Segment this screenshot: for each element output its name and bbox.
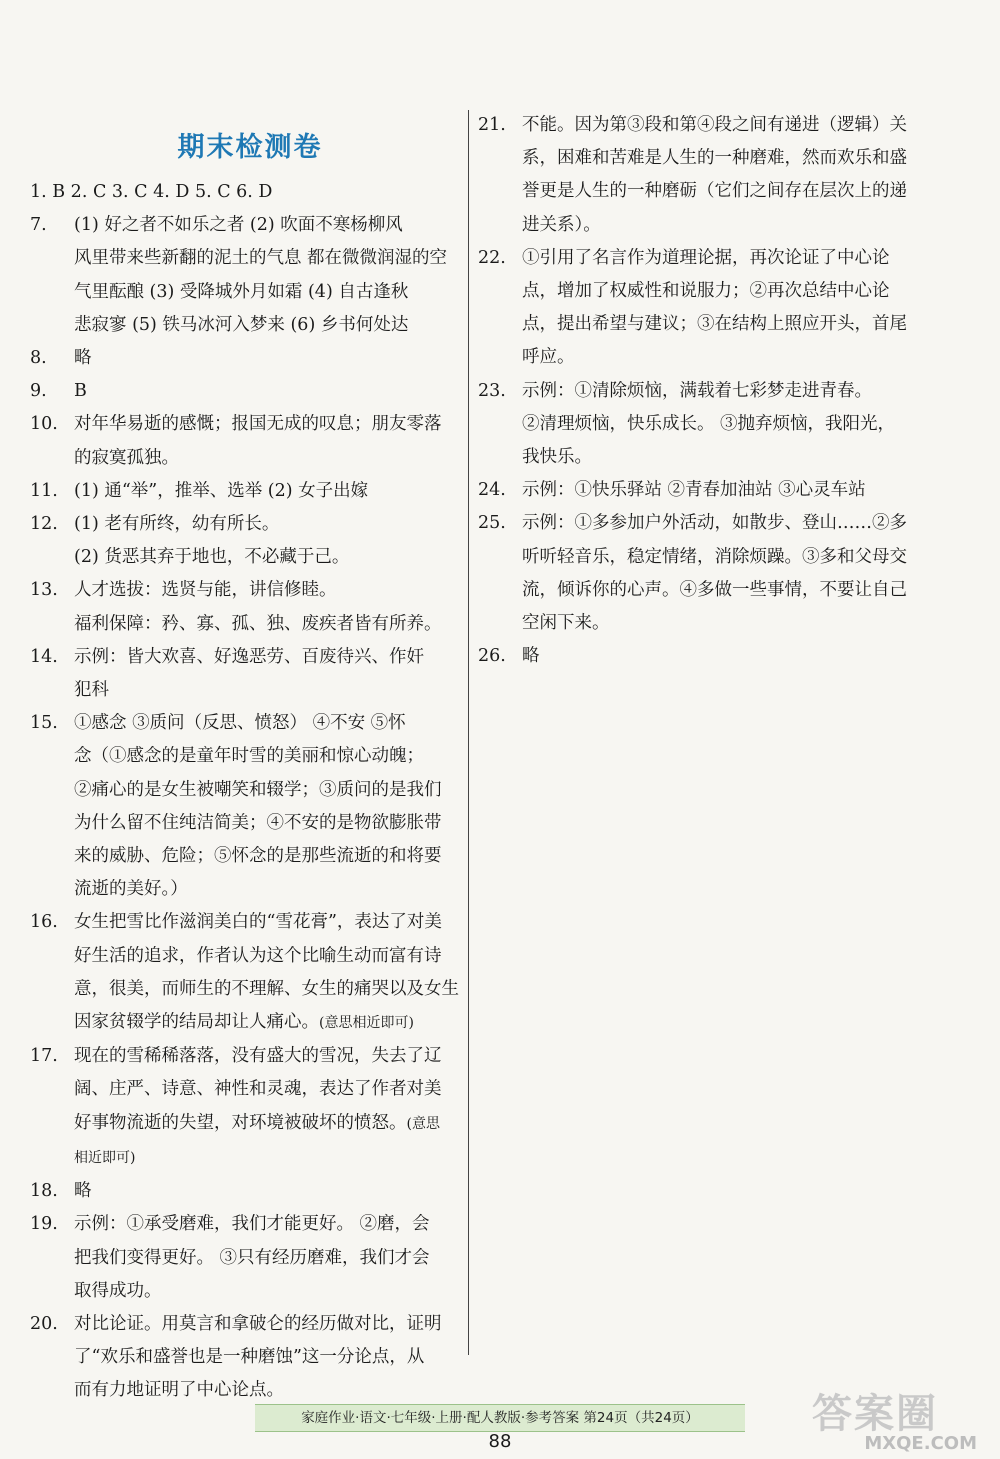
footer-bar: 家庭作业·语文·七年级·上册·配人教版·参考答案 第24页（共24页）	[255, 1404, 745, 1432]
answer-note: 相近即可)	[74, 1149, 136, 1166]
answer-line-text: 因家贫辍学的结局却让人痛心。	[74, 1012, 319, 1033]
answer-item	[30, 707, 462, 906]
answer-line-text: ①引用了名言作为道理论据，再次论证了中心论	[522, 247, 890, 268]
answer-line	[74, 1040, 462, 1073]
answer-line-text: ②痛心的是女生被嘲笑和辍学；③质问的是我们	[74, 779, 442, 800]
answer-line	[522, 408, 910, 441]
answer-line	[74, 1006, 462, 1040]
answer-line	[74, 774, 462, 807]
answer-line	[522, 242, 910, 275]
answer-line	[74, 973, 462, 1006]
answer-line	[74, 209, 462, 242]
answer-line	[522, 109, 910, 142]
answer-number: 16.	[30, 912, 58, 933]
answer-number: 25.	[478, 513, 506, 534]
answer-line	[74, 574, 462, 607]
answer-line-text: 了“欢乐和盛誉也是一种磨蚀”这一分论点，从	[74, 1347, 425, 1368]
page-title: 期末检测卷	[177, 132, 323, 163]
answer-number: 20.	[30, 1313, 58, 1334]
answer-line-text: 好生活的追求，作者认为这个比喻生动而富有诗	[74, 945, 442, 966]
answer-line-text: 而有力地证明了中心论点。	[74, 1380, 284, 1401]
answer-line-text: 风里带来些新翻的泥土的气息 都在微微润湿的空	[74, 248, 448, 269]
answer-line	[74, 309, 462, 342]
answer-line-text: 福利保障：矜、寡、孤、独、废疾者皆有所养。	[74, 613, 442, 634]
answer-item	[478, 507, 910, 640]
answer-number: 14.	[30, 646, 58, 667]
answer-item	[478, 109, 910, 242]
answer-line-text: 现在的雪稀稀落落，没有盛大的雪况，失去了辽	[74, 1046, 442, 1067]
answer-line	[74, 475, 462, 508]
answer-line	[74, 375, 462, 408]
answer-line-text: 为什么留不住纯洁简美；④不安的是物欲膨胀带	[74, 812, 442, 833]
answer-line	[74, 940, 462, 973]
answer-number: 12.	[30, 514, 58, 535]
answer-line-text: 悲寂寥 (5) 铁马冰河入梦来 (6) 乡书何处达	[74, 314, 409, 335]
answer-item	[30, 176, 462, 209]
watermark-logo	[752, 1382, 977, 1454]
answer-item	[478, 474, 910, 507]
answer-number: 23.	[478, 380, 506, 401]
answer-item	[30, 475, 462, 508]
answer-line-text: 略	[74, 1181, 92, 1202]
answer-number: 18.	[30, 1181, 58, 1202]
answer-line-text: 略	[74, 348, 92, 369]
answer-line-text: 的寂寞孤独。	[74, 447, 179, 468]
answer-line-text: (1) 通“举”，推举、选举 (2) 女子出嫁	[74, 480, 369, 501]
answer-line	[74, 608, 462, 641]
answer-line: 1. B 2. C 3. C 4. D 5. C 6. D	[30, 182, 273, 202]
answer-item	[30, 209, 462, 342]
answer-line	[522, 607, 910, 640]
answer-line	[74, 1242, 462, 1275]
answer-item	[30, 1040, 462, 1175]
answer-line	[522, 507, 910, 540]
answer-line-text: 示例：①快乐驿站 ②青春加油站 ③心灵车站	[522, 480, 866, 501]
answer-line	[522, 209, 910, 242]
page-number: 88	[488, 1431, 512, 1452]
answer-line-text: 念（①感念的是童年时雪的美丽和惊心动魄；	[74, 746, 424, 767]
answer-line-text: 阔、庄严、诗意、神性和灵魂，表达了作者对美	[74, 1079, 442, 1100]
answer-line-text: (1) 老有所终，幼有所长。	[74, 514, 280, 535]
answer-item	[30, 1175, 462, 1208]
answer-line-text: 取得成功。	[74, 1280, 162, 1301]
answer-line-text: 示例：①承受磨难，我们才能更好。 ②磨，会	[74, 1214, 430, 1235]
answer-line-text: 女生把雪比作滋润美白的“雪花膏”，表达了对美	[74, 912, 442, 933]
answer-item	[30, 1308, 462, 1408]
answer-line	[74, 1374, 462, 1407]
answer-line	[74, 342, 462, 375]
answer-line-text: (2) 货恶其弃于地也，不必藏于己。	[74, 547, 350, 568]
left-column	[30, 176, 462, 1408]
answer-line-text: B	[74, 381, 87, 402]
answer-line	[522, 474, 910, 507]
answer-number: 21.	[478, 115, 506, 135]
answer-item	[30, 574, 462, 640]
answer-line	[522, 574, 910, 607]
answer-number: 11.	[30, 480, 58, 501]
answer-line	[522, 541, 910, 574]
answer-line	[522, 275, 910, 308]
answer-item	[30, 408, 462, 474]
answer-line-text: 对比论证。用莫言和拿破仑的经历做对比，证明	[74, 1313, 442, 1334]
answer-line-text: 把我们变得更好。 ③只有经历磨难，我们才会	[74, 1247, 430, 1268]
answer-line	[522, 441, 910, 474]
answer-line-text: 略	[522, 646, 540, 667]
answer-item	[30, 342, 462, 375]
answer-number: 17.	[30, 1046, 58, 1067]
answer-line	[74, 508, 462, 541]
answer-number: 15.	[30, 713, 58, 734]
answer-line-text: 流，倾诉你的心声。④多做一些事情，不要让自己	[522, 579, 907, 600]
answer-number: 7.	[30, 215, 47, 236]
answer-line	[74, 242, 462, 275]
answer-line-text: 意，很美，而师生的不理解、女生的痛哭以及女生	[74, 978, 459, 999]
answer-line-text: 示例：①清除烦恼，满载着七彩梦走进青春。	[522, 380, 872, 401]
answer-line-text: 系，困难和苦难是人生的一种磨难，然而欢乐和盛	[522, 148, 907, 169]
answer-line-text: 示例：①多参加户外活动，如散步、登山……②多	[522, 513, 907, 534]
right-column	[478, 109, 910, 673]
answer-note: (意思相近即可)	[319, 1015, 414, 1032]
answer-line-text: 呼应。	[522, 347, 575, 368]
answer-line	[74, 1175, 462, 1208]
answer-number: 8.	[30, 348, 47, 369]
answer-line	[74, 873, 462, 906]
answer-line-text: 不能。因为第③段和第④段之间有递进（逻辑）关	[522, 115, 907, 135]
answer-line-text: 气里酝酿 (3) 受降城外月如霜 (4) 自古逢秋	[74, 281, 409, 302]
answer-line	[74, 1107, 462, 1141]
answer-item	[478, 640, 910, 673]
answer-number: 10.	[30, 414, 58, 435]
answer-line	[74, 707, 462, 740]
answer-line-text: 点，增加了权威性和说服力；②再次总结中心论	[522, 281, 890, 302]
answer-line	[74, 674, 462, 707]
answer-line	[74, 807, 462, 840]
answer-note: (意思	[406, 1115, 440, 1132]
answer-line-text: 示例：皆大欢喜、好逸恶劳、百废待兴、作奸	[74, 646, 424, 667]
answer-line-text: ②清理烦恼，快乐成长。 ③抛弃烦恼，我阳光，	[522, 413, 896, 434]
watermark-url: MXQE.COM	[864, 1433, 977, 1454]
answer-line-text: 听听轻音乐，稳定情绪，消除烦躁。③多和父母交	[522, 546, 907, 567]
answer-line	[522, 308, 910, 341]
answer-line-text: 人才选拔：选贤与能，讲信修睦。	[74, 580, 337, 601]
column-divider	[468, 110, 469, 1355]
answer-line	[522, 142, 910, 175]
answer-line	[74, 840, 462, 873]
answer-line	[74, 408, 462, 441]
answer-line	[74, 1073, 462, 1106]
answer-line	[74, 1308, 462, 1341]
answer-line	[522, 375, 910, 408]
answer-item	[30, 641, 462, 707]
answer-line	[74, 541, 462, 574]
answer-line	[522, 175, 910, 208]
answer-line-text: 流逝的美好。）	[74, 879, 188, 900]
answer-line	[522, 640, 910, 673]
answer-line-text: 空闲下来。	[522, 613, 610, 634]
answer-line	[74, 906, 462, 939]
answer-number: 19.	[30, 1214, 58, 1235]
answer-line-text: 进关系）。	[522, 214, 601, 235]
answer-line	[74, 1275, 462, 1308]
answer-line	[74, 641, 462, 674]
answer-item	[30, 906, 462, 1040]
answer-item	[30, 508, 462, 574]
answer-line	[522, 341, 910, 374]
answer-line-text: (1) 好之者不如乐之者 (2) 吹面不寒杨柳风	[74, 215, 403, 236]
answer-line-text: 好事物流逝的失望，对环境被破坏的愤怒。	[74, 1112, 407, 1133]
answer-line-text: 誉更是人生的一种磨砺（它们之间存在层次上的递	[522, 181, 907, 202]
answer-item	[30, 375, 462, 408]
answer-line-text: 我快乐。	[522, 447, 592, 468]
answer-line	[74, 1208, 462, 1241]
answer-item	[30, 1208, 462, 1308]
answer-line-text: 来的威胁、危险；⑤怀念的是那些流逝的和将要	[74, 846, 442, 867]
answer-line-text: 犯科	[74, 680, 109, 701]
answer-line	[74, 442, 462, 475]
answer-number: 24.	[478, 480, 506, 501]
answer-line	[74, 1341, 462, 1374]
answer-line-text: 对年华易逝的感慨；报国无成的叹息；朋友零落	[74, 414, 442, 435]
answer-line	[74, 740, 462, 773]
answer-line-text: ①感念 ③质问（反思、愤怒） ④不安 ⑤怀	[74, 713, 406, 734]
answer-item	[478, 242, 910, 375]
answer-number: 26.	[478, 646, 506, 667]
answer-number: 13.	[30, 580, 58, 601]
answer-number: 9.	[30, 381, 47, 402]
answer-number: 22.	[478, 247, 506, 268]
answer-line-text: 点，提出希望与建议；③在结构上照应开头，首尾	[522, 314, 907, 335]
answer-line	[74, 276, 462, 309]
answer-item	[478, 375, 910, 475]
watermark-text: 答案圈	[812, 1391, 938, 1437]
